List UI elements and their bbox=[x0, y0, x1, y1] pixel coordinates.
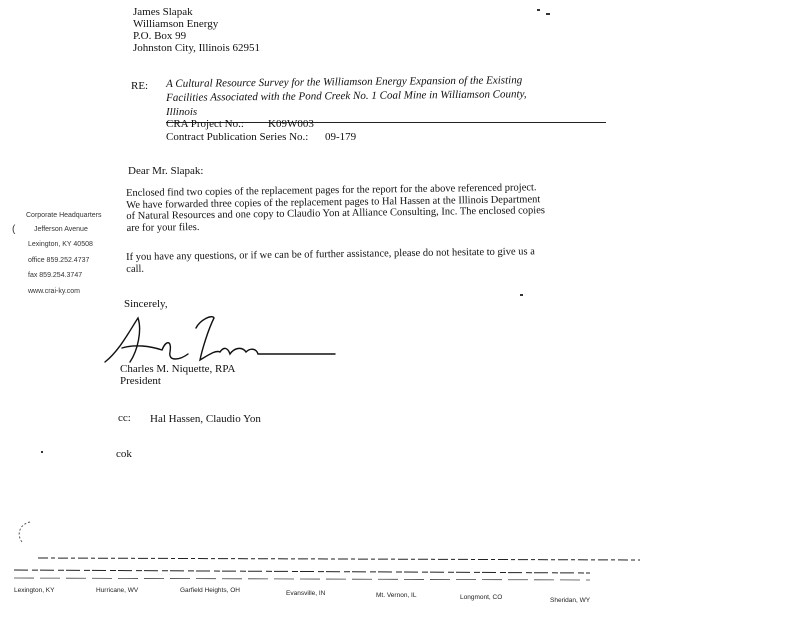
letterhead-logo-fragment-icon bbox=[14, 520, 34, 546]
sidebar-line-3: Lexington, KY 40508 bbox=[28, 241, 93, 248]
re-subject-line2: Facilities Associated with the Pond Creek No. 1 Coal Mine in Williamson County, bbox=[166, 88, 527, 104]
footer-office-5: Mt. Vernon, IL bbox=[376, 592, 417, 599]
re-subject-line3: Illinois bbox=[166, 106, 198, 118]
re-subject-line1: A Cultural Resource Survey for the Williamson Energy Expansion of the Existing bbox=[166, 74, 523, 90]
scan-speck bbox=[41, 451, 43, 453]
recipient-name: James Slapak bbox=[133, 6, 193, 18]
series-label: Contract Publication Series No.: bbox=[166, 131, 309, 143]
sidebar-line-6: www.crai-ky.com bbox=[28, 288, 80, 295]
sidebar-bracket-icon: ( bbox=[12, 224, 16, 235]
signature-icon bbox=[100, 310, 345, 370]
footer-office-4: Evansville, IN bbox=[286, 590, 326, 597]
scan-speck bbox=[537, 9, 540, 11]
footer-office-1: Lexington, KY bbox=[14, 587, 55, 594]
series-value: 09-179 bbox=[325, 131, 357, 143]
recipient-company: Williamson Energy bbox=[133, 18, 219, 30]
footer-office-2: Hurricane, WV bbox=[96, 587, 139, 594]
project-value: K09W003 bbox=[268, 118, 314, 130]
sidebar-line-5: fax 859.254.3747 bbox=[28, 272, 83, 279]
footer-office-3: Garfield Heights, OH bbox=[180, 587, 240, 594]
body-paragraph-1: Enclosed find two copies of the replacement pages for the report for the above referenced project. We have forwarded three copies of the replacement pages to Hal Hassen at the Illinois Department of Natural Resources and one copy to Claudio Yon at Alliance Consulting, Inc. The enclosed copies are for your files. bbox=[126, 182, 545, 234]
sidebar-line-4: office 859.252.4737 bbox=[28, 257, 90, 264]
signer-name: Charles M. Niquette, RPA bbox=[120, 363, 236, 375]
sidebar-line-2: Jefferson Avenue bbox=[34, 226, 88, 233]
re-label: RE: bbox=[131, 80, 149, 92]
sidebar-line-1: Corporate Headquarters bbox=[26, 212, 102, 219]
body-paragraph-2: If you have any questions, or if we can be of further assistance, please do not hesitate to give us a call. bbox=[126, 246, 535, 275]
footer-office-7: Sheridan, WY bbox=[550, 597, 591, 604]
salutation: Dear Mr. Slapak: bbox=[128, 165, 204, 177]
project-label: CRA Project No.: bbox=[166, 118, 244, 130]
recipient-city: Johnston City, Illinois 62951 bbox=[133, 42, 261, 54]
signer-title: President bbox=[120, 375, 161, 387]
cc-names: Hal Hassen, Claudio Yon bbox=[150, 413, 261, 425]
sign-off: Sincerely, bbox=[124, 298, 168, 310]
cc-label: cc: bbox=[118, 412, 131, 424]
recipient-po-box: P.O. Box 99 bbox=[133, 30, 187, 42]
scan-speck bbox=[520, 294, 523, 296]
footer-rules bbox=[0, 548, 800, 588]
footer-office-6: Longmont, CO bbox=[460, 594, 503, 601]
typist-initials: cok bbox=[116, 448, 132, 460]
scan-speck bbox=[546, 13, 550, 15]
